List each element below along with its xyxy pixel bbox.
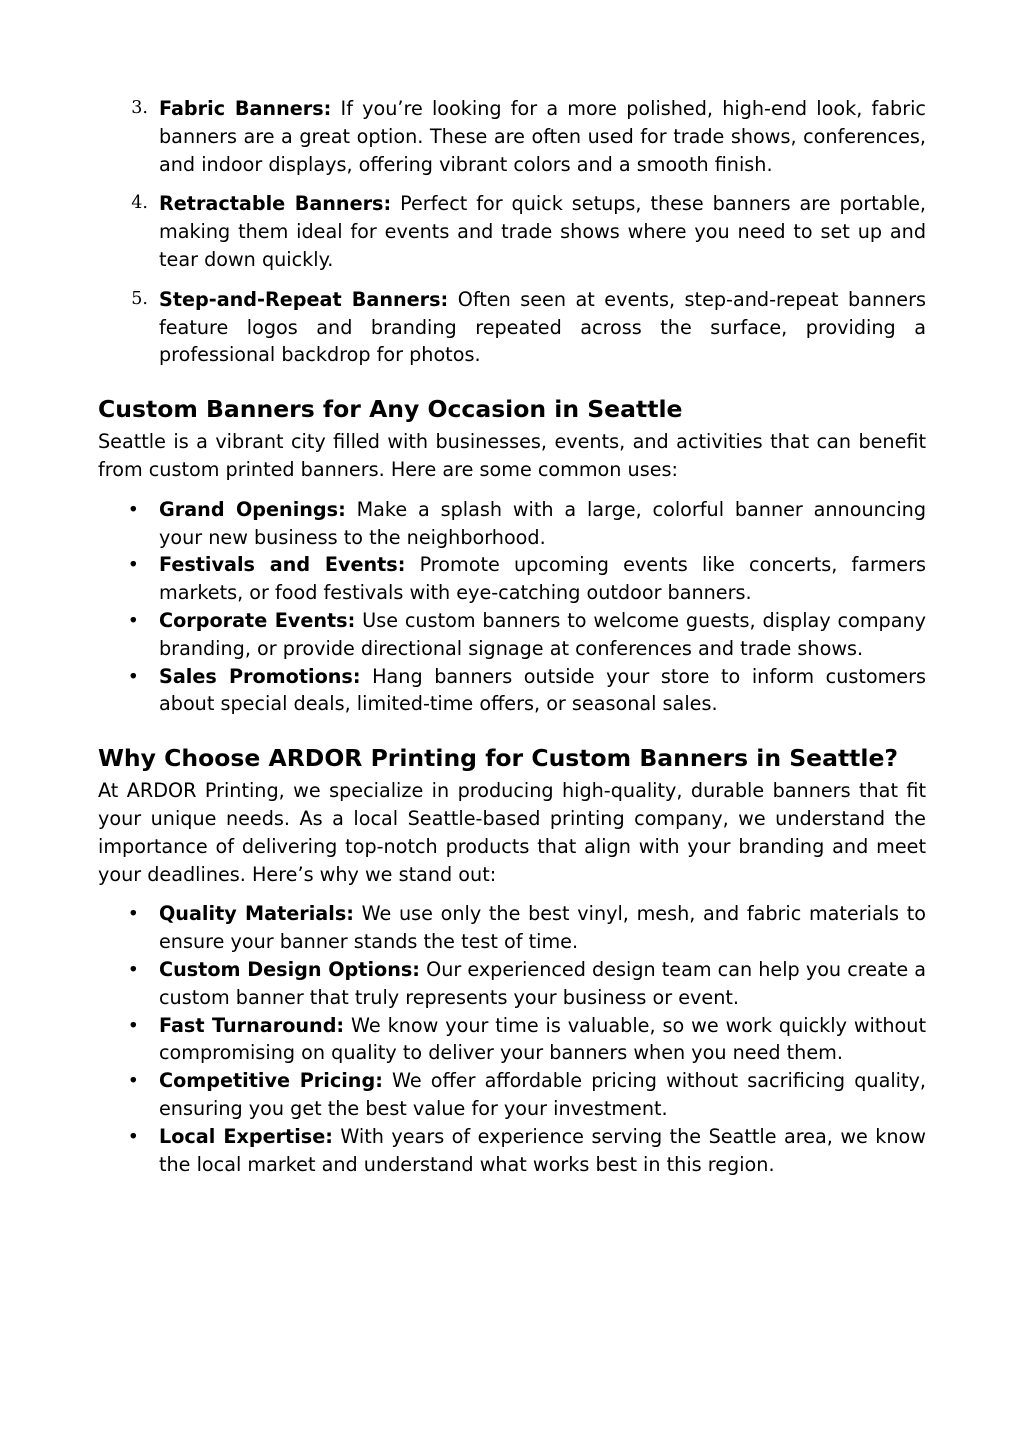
section-heading-why-choose: Why Choose ARDOR Printing for Custom Banners in Seattle? — [98, 744, 899, 773]
bullet: • — [127, 664, 139, 688]
item-text: Make a splash with a large, colorful banner announcing your new business to the neighborhood. — [159, 497, 926, 549]
item-term: Step-and-Repeat Banners: — [159, 287, 449, 311]
item-term: Fabric Banners: — [159, 97, 332, 120]
bullet: • — [127, 497, 139, 521]
list-item — [98, 286, 926, 369]
list-item — [98, 496, 926, 552]
item-text: If you’re looking for a more polished, high-end look, fabric banners are a great option. These are often used for trade shows, conferences, and indoor displays, offering vibrant colors and a smooth finish. — [159, 97, 926, 176]
bullet: • — [127, 608, 139, 632]
item-text: We use only the best vinyl, mesh, and fabric materials to ensure your banner stands the test of time. — [159, 902, 926, 954]
why-choose-intro: At ARDOR Printing, we specialize in producing high-quality, durable banners that fit your unique needs. As a local Seattle-based printing company, we understand the importance of delivering top-notch products that align with your branding and meet your deadlines. Here’s why we stand out: — [98, 779, 926, 886]
why-choose-list — [98, 900, 926, 1178]
bullet: • — [127, 1069, 139, 1093]
banner-types-list — [98, 95, 926, 369]
item-term: Local Expertise: — [159, 1124, 333, 1148]
item-text: Perfect for quick setups, these banners are portable, making them ideal for events and trade shows where you need to set up and tear down quickly. — [159, 192, 926, 271]
bullet: • — [127, 553, 139, 577]
bullet: • — [127, 1013, 139, 1037]
item-term: Quality Materials: — [159, 902, 354, 926]
list-item — [98, 1012, 926, 1068]
item-text: Our experienced design team can help you create a custom banner that truly represents your business or event. — [159, 957, 926, 1009]
item-text: Promote upcoming events like concerts, farmers markets, or food festivals with eye-catching outdoor banners. — [159, 553, 926, 605]
list-item — [98, 900, 926, 956]
item-term: Grand Openings: — [159, 497, 346, 521]
item-term: Custom Design Options: — [159, 957, 420, 981]
item-text: With years of experience serving the Seattle area, we know the local market and understand what works best in this region. — [159, 1124, 926, 1176]
item-term: Competitive Pricing: — [159, 1069, 383, 1093]
section-heading-occasions: Custom Banners for Any Occasion in Seattle — [98, 395, 683, 424]
bullet: • — [127, 1124, 139, 1148]
item-text: We offer affordable pricing without sacrificing quality, ensuring you get the best value for your investment. — [159, 1069, 926, 1120]
document-page — [98, 95, 926, 1178]
bullet: • — [127, 957, 139, 981]
list-item — [98, 551, 926, 607]
item-term: Fast Turnaround: — [159, 1013, 345, 1037]
occasions-list — [98, 496, 926, 718]
item-term: Corporate Events: — [159, 608, 356, 632]
list-item — [98, 1067, 926, 1123]
occasions-intro: Seattle is a vibrant city filled with businesses, events, and activities that can benefit from custom printed banners. Here are some common uses: — [98, 430, 926, 481]
list-item — [98, 956, 926, 1012]
list-number: 3. — [131, 98, 148, 118]
item-text: We know your time is valuable, so we work quickly without compromising on quality to deliver your banners when you need them. — [159, 1013, 926, 1065]
list-number: 4. — [131, 193, 148, 214]
list-item — [98, 1123, 926, 1179]
item-term: Sales Promotions: — [159, 664, 361, 688]
item-text: Often seen at events, step-and-repeat banners feature logos and branding repeated across the surface, providing a professional backdrop for photos. — [159, 287, 926, 367]
bullet: • — [127, 902, 139, 926]
item-term: Retractable Banners: — [159, 192, 392, 216]
item-term: Festivals and Events: — [159, 553, 406, 577]
list-item — [98, 607, 926, 663]
list-item — [98, 663, 926, 719]
item-text: Use custom banners to welcome guests, display company branding, or provide directional signage at conferences and trade shows. — [159, 608, 926, 660]
list-item — [98, 190, 926, 273]
list-item — [98, 95, 926, 178]
item-text: Hang banners outside your store to inform customers about special deals, limited-time offers, or seasonal sales. — [159, 664, 926, 716]
list-number: 5. — [131, 288, 148, 309]
